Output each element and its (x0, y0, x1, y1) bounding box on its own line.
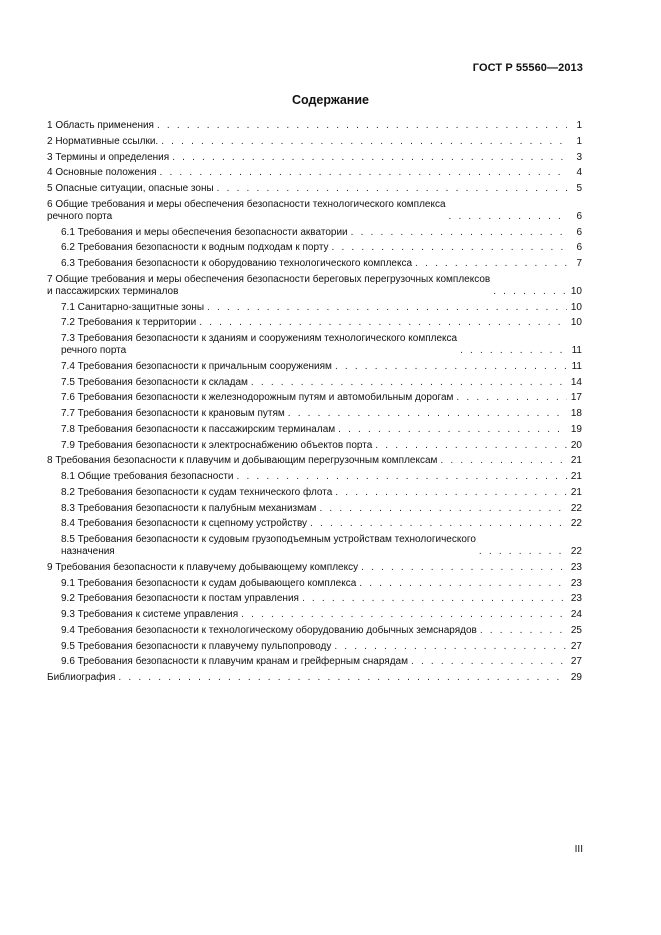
toc-entry-page: 21 (570, 486, 582, 498)
toc-entry-label: 7.6 Требования безопасности к железнодорожным путям и автомобильным дорогам (61, 392, 454, 404)
toc-entry-page: 7 (576, 258, 582, 269)
toc-leader-dots (351, 227, 567, 239)
toc-entry[interactable] (47, 302, 582, 314)
toc-entry[interactable] (47, 625, 582, 637)
toc-leader-dots (161, 136, 567, 148)
toc-entry[interactable] (47, 641, 582, 653)
toc-leader-dots (332, 242, 567, 254)
toc-leader-dots (302, 593, 567, 605)
toc-entry[interactable] (47, 333, 582, 357)
toc-entry-label: 8.3 Требования безопасности к палубным механизмам (61, 502, 317, 514)
toc-entry[interactable] (47, 167, 582, 179)
toc-leader-dots (493, 286, 567, 298)
toc-leader-dots (460, 345, 567, 357)
toc-entry[interactable] (47, 408, 582, 420)
toc-entry-label: 6.2 Требования безопасности к водным подходам к порту (61, 242, 329, 254)
toc-leader-dots (338, 424, 567, 436)
toc-entry[interactable] (47, 258, 582, 270)
toc-leader-dots (199, 317, 567, 329)
toc-entry-page: 22 (570, 502, 582, 514)
toc-entry[interactable] (47, 562, 582, 574)
toc-entry-label: 9.5 Требования безопасности к плавучему пульпопроводу (61, 640, 332, 652)
toc-entry[interactable] (47, 317, 582, 329)
toc-entry-page: 10 (570, 301, 582, 313)
toc-entry[interactable] (47, 424, 582, 436)
toc-entry[interactable] (47, 377, 582, 389)
toc-entry-page: 23 (570, 593, 582, 605)
toc-leader-dots (415, 258, 567, 270)
toc-entry[interactable] (47, 471, 582, 483)
toc-entry[interactable] (47, 593, 582, 605)
toc-entry[interactable] (47, 274, 582, 298)
toc-entry-page: 1 (576, 135, 582, 147)
toc-entry[interactable] (47, 152, 582, 164)
toc-entry-label: 7 Общие требования и меры обеспечения безопасности береговых перегрузочных комплексов и пассажирских терминалов (47, 273, 491, 297)
toc-entry[interactable] (47, 487, 582, 499)
toc-entry-page: 6 (576, 242, 582, 254)
toc-entry[interactable] (47, 518, 582, 530)
toc-entry-page: 14 (570, 376, 582, 388)
toc-entry-label: 8.4 Требования безопасности к сцепному устройству (61, 518, 308, 530)
toc-entry-page: 23 (570, 577, 582, 589)
toc-entry-label: 6.3 Требования безопасности к оборудованию технологического комплекса (61, 258, 413, 269)
toc-entry[interactable] (47, 455, 582, 467)
toc-entry-label: 6 Общие требования и меры обеспечения безопасности технологического комплекса речного порта (47, 198, 446, 222)
toc-leader-dots (335, 361, 567, 373)
toc-leader-dots (480, 625, 567, 637)
toc-title: Содержание (291, 93, 369, 107)
toc-leader-dots (241, 609, 567, 621)
toc-entry-label: 8.5 Требования безопасности к судовым грузоподъемным устройствам технологического назначения (61, 534, 476, 557)
toc-entry-label: 7.4 Требования безопасности к причальным сооружениям (61, 360, 332, 372)
document-code: ГОСТ Р 55560—2013 (472, 62, 583, 74)
toc-leader-dots (335, 487, 567, 499)
toc-entry[interactable] (47, 672, 582, 684)
toc-entry-label: 9.1 Требования безопасности к судам добывающего комплекса (61, 577, 357, 589)
toc-leader-dots (172, 152, 567, 164)
toc-entry-label: 7.9 Требования безопасности к электроснабжению объектов порта (61, 439, 373, 451)
toc-entry-label: 1 Область применения (47, 120, 154, 131)
toc-entry[interactable] (47, 183, 582, 195)
toc-entry-page: 11 (571, 345, 582, 356)
toc-entry-page: 25 (570, 624, 582, 636)
toc-entry[interactable] (47, 361, 582, 373)
toc-entry[interactable] (47, 136, 582, 148)
toc-leader-dots (319, 503, 567, 515)
toc-leader-dots (160, 167, 568, 179)
toc-entry-page: 6 (576, 210, 582, 222)
toc-entry-page: 5 (576, 183, 582, 194)
toc-leader-dots (479, 546, 567, 558)
toc-entry[interactable] (47, 656, 582, 668)
page-number: III (574, 844, 583, 855)
toc-entry-page: 23 (570, 561, 582, 573)
toc-entry-page: 18 (570, 408, 582, 419)
toc-entry-page: 4 (576, 167, 582, 179)
toc-entry-label: 9 Требования безопасности к плавучему добывающему комплексу (47, 561, 359, 573)
toc-entry-label: 6.1 Требования и меры обеспечения безопасности акватории (61, 226, 348, 238)
toc-entry-label: Библиография (47, 672, 116, 683)
toc-entry[interactable] (47, 392, 582, 404)
toc-entry-label: 7.8 Требования безопасности к пассажирским терминалам (61, 423, 336, 435)
toc-entry-label: 7.5 Требования безопасности к складам (61, 376, 248, 388)
toc-entry-label: 3 Термины и определения (47, 151, 170, 163)
toc-entry-page: 22 (570, 546, 582, 557)
toc-entry-label: 7.7 Требования безопасности к крановым путям (61, 408, 285, 419)
toc-leader-dots (207, 302, 567, 314)
toc-entry-label: 7.2 Требования к территории (61, 317, 197, 329)
toc-entry-page: 17 (570, 392, 582, 404)
toc-entry-label: 5 Опасные ситуации, опасные зоны (47, 183, 214, 194)
toc-leader-dots (375, 440, 567, 452)
toc-entry-page: 21 (570, 455, 582, 467)
toc-entry-page: 22 (570, 518, 582, 530)
toc-entry-page: 10 (570, 285, 582, 297)
toc-leader-dots (440, 455, 567, 467)
toc-entry[interactable] (47, 242, 582, 254)
toc-leader-dots (251, 377, 567, 389)
toc-entry-page: 11 (571, 360, 582, 372)
toc-leader-dots (310, 518, 567, 530)
toc-entry-page: 21 (570, 471, 582, 482)
toc-entry[interactable] (47, 227, 582, 239)
toc-entry-page: 19 (570, 423, 582, 435)
toc-entry-label: 7.3 Требования безопасности к зданиям и сооружениям технологического комплекса речного порта (61, 333, 458, 356)
toc-entry-label: 9.4 Требования безопасности к технологическому оборудованию добычных земснарядов (61, 624, 477, 636)
toc-leader-dots (118, 672, 567, 684)
toc-leader-dots (288, 408, 567, 420)
toc-entry[interactable] (47, 578, 582, 590)
toc-entry-page: 27 (570, 640, 582, 652)
toc-entry-label: 8.2 Требования безопасности к судам технического флота (61, 486, 333, 498)
toc-entry-page: 27 (570, 656, 582, 668)
toc-entry[interactable] (47, 534, 582, 558)
toc-entry-label: 9.6 Требования безопасности к плавучим кранам и грейферным снарядам (61, 656, 408, 668)
toc-entry-label: 9.3 Требования к системе управления (61, 609, 239, 620)
toc-leader-dots (411, 656, 567, 668)
toc-entry-label: 4 Основные положения (47, 167, 157, 179)
toc-entry-page: 20 (570, 439, 582, 451)
toc-entry-page: 10 (570, 317, 582, 329)
toc-entry-label: 8 Требования безопасности к плавучим и добывающим перегрузочным комплексам (47, 455, 438, 467)
toc-leader-dots (456, 392, 567, 404)
toc-entry-page: 29 (570, 672, 582, 683)
toc-leader-dots (449, 211, 567, 223)
toc-entry-label: 8.1 Общие требования безопасности (61, 471, 234, 482)
toc-entry[interactable] (47, 440, 582, 452)
toc-entry-page: 24 (570, 609, 582, 620)
toc-entry[interactable] (47, 609, 582, 621)
toc-leader-dots (334, 641, 567, 653)
toc-leader-dots (237, 471, 568, 483)
toc-leader-dots (359, 578, 567, 590)
toc-entry[interactable] (47, 199, 582, 223)
toc-entry-label: 7.1 Санитарно-защитные зоны (61, 301, 205, 313)
toc-entry-label: 9.2 Требования безопасности к постам управления (61, 593, 299, 605)
toc-entry-page: 6 (576, 226, 582, 238)
toc-entry-page: 1 (576, 120, 582, 131)
toc-entry[interactable] (47, 120, 582, 132)
table-of-contents (47, 120, 582, 688)
toc-leader-dots (157, 120, 567, 132)
toc-leader-dots (217, 183, 567, 195)
toc-entry-label: 2 Нормативные ссылки. (47, 135, 159, 147)
toc-entry[interactable] (47, 503, 582, 515)
toc-entry-page: 3 (576, 151, 582, 163)
toc-leader-dots (361, 562, 567, 574)
